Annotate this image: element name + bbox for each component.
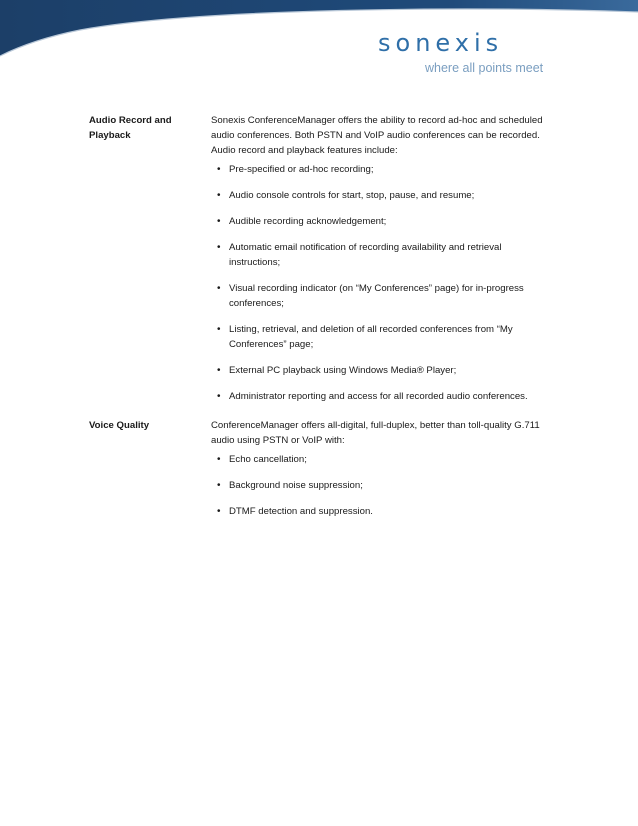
list-item: • Administrator reporting and access for all recorded audio conferences. <box>211 389 551 404</box>
section-label: Voice Quality <box>89 420 150 431</box>
list-item: • Audible recording acknowledgement; <box>211 214 551 229</box>
section-intro: Sonexis ConferenceManager offers the ability to record ad-hoc and scheduled audio conferences. Both PSTN and VoIP audio conferences can be recorded. Audio record and playback features include: <box>211 115 543 156</box>
logo-wordmark: sonexis <box>378 29 504 57</box>
list-item: • Automatic email notification of recording availability and retrieval instructions; <box>211 240 551 270</box>
list-item: • Echo cancellation; <box>211 452 551 467</box>
list-item: • Audio console controls for start, stop, pause, and resume; <box>211 188 551 203</box>
list-item: • Visual recording indicator (on “My Conferences” page) for in-progress conferences; <box>211 281 551 311</box>
feature-list <box>211 452 551 519</box>
section-body <box>211 418 551 530</box>
list-item: • Pre-specified or ad-hoc recording; <box>211 162 551 177</box>
section-label: Audio Record and Playback <box>89 115 172 141</box>
feature-list <box>211 162 551 404</box>
logo-tagline: where all points meet <box>425 61 544 75</box>
list-item: • External PC playback using Windows Media® Player; <box>211 363 551 378</box>
list-item: • Listing, retrieval, and deletion of all recorded conferences from “My Conferences” page; <box>211 322 551 352</box>
list-item: • Background noise suppression; <box>211 478 551 493</box>
list-item: • DTMF detection and suppression. <box>211 504 551 519</box>
sonexis-logo <box>378 30 578 76</box>
section-intro: ConferenceManager offers all-digital, full-duplex, better than toll-quality G.711 audio using PSTN or VoIP with: <box>211 420 540 446</box>
section-body <box>211 113 551 415</box>
